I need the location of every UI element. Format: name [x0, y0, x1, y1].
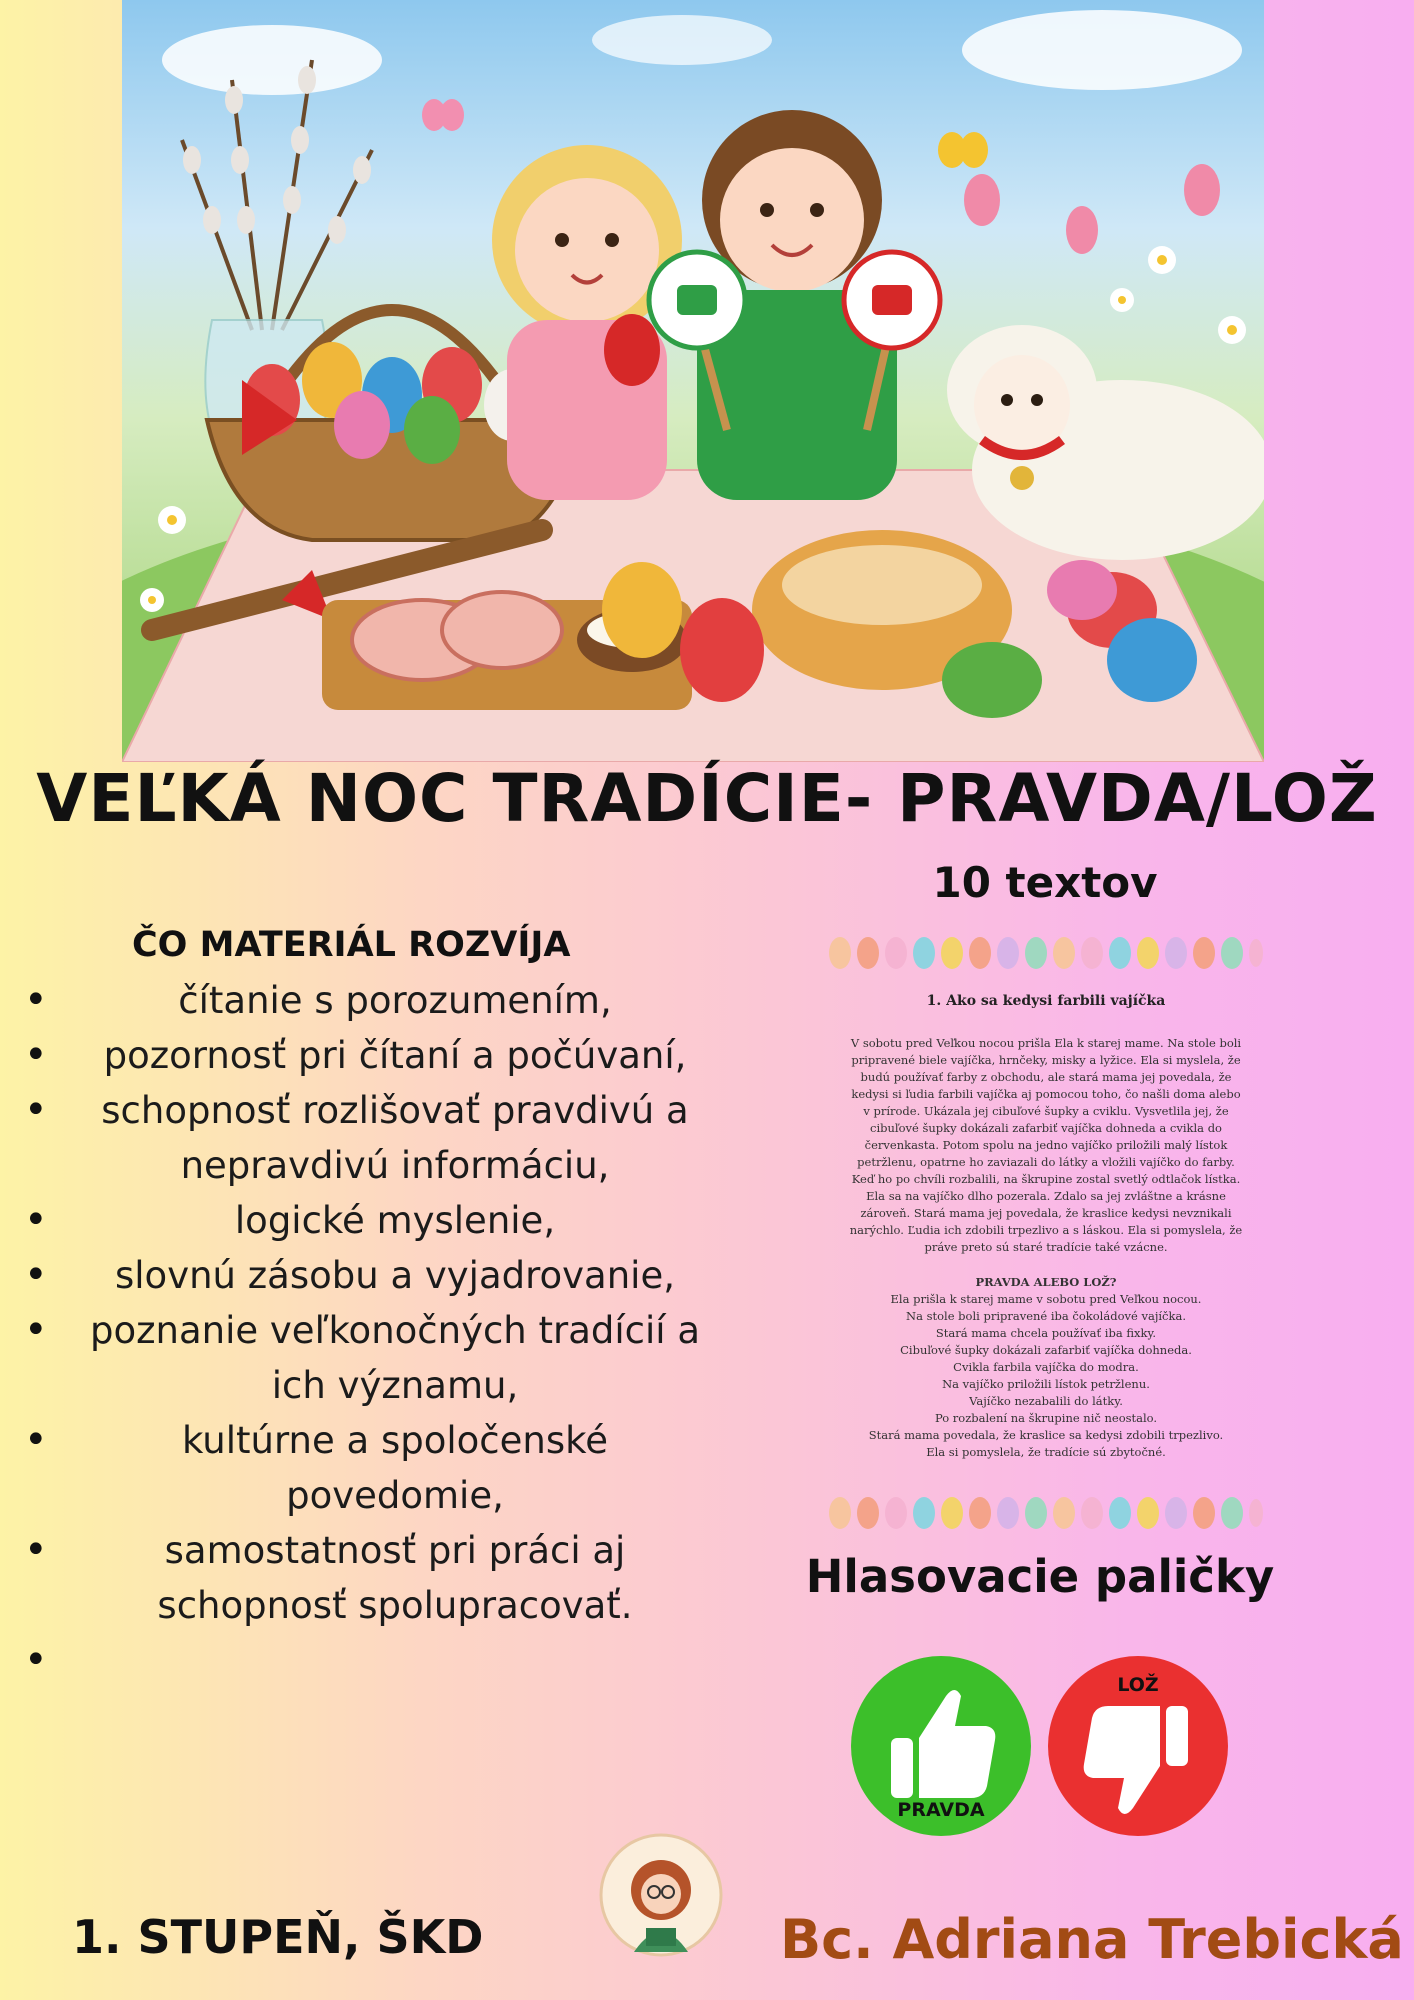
easter-egg-icon: [828, 1485, 1264, 1541]
statement: Vajíčko nezabalili do látky.: [969, 1394, 1123, 1408]
skills-heading: ČO MATERIÁL ROZVÍJA: [132, 925, 571, 965]
skill-item: • logické myslenie,: [20, 1193, 740, 1248]
sample-title: 1. Ako sa kedysi farbili vajíčka: [926, 993, 1166, 1009]
page-title: VEĽKÁ NOC TRADÍCIE- PRAVDA/LOŽ: [36, 760, 1378, 837]
skill-item: • čítanie s porozumením,: [20, 973, 740, 1028]
skills-list: [20, 973, 740, 1688]
skill-item: • kultúrne a spoločenské povedomie,: [20, 1413, 740, 1523]
statement: Ela si pomyslela, že tradície sú zbytočné.: [926, 1445, 1166, 1459]
statement: Stará mama povedala, že kraslice sa kedysi zdobili trpezlivo.: [868, 1428, 1224, 1442]
skill-item: • samostatnosť pri práci aj schopnosť spolupracovať.: [20, 1523, 740, 1633]
skill-item: • pozornosť pri čítaní a počúvaní,: [20, 1028, 740, 1083]
statement: Po rozbalení na škrupine nič neostalo.: [934, 1411, 1158, 1425]
author-logo: [598, 1832, 724, 1958]
false-label: LOŽ: [1117, 1674, 1159, 1696]
story-paragraph: Ela sa na vajíčko dlho pozerala. Zdalo sa jej zvláštne a krásne zároveň. Stará mama jej povedala, že kraslice kedysi nevznikali narýchlo. Ľudia ich zdobili trpezlivo a s láskou. Ela si pomyslela, že práve preto sú staré tradície také vzácne.: [849, 1189, 1243, 1254]
true-paddle: [851, 1656, 1031, 1836]
story-paragraph: V sobotu pred Veľkou nocou prišla Ela k starej mame. Na stole boli pripravené biele vajíčka, hrnčeky, misky a lyžice. Ela si myslela, že budú používať farby z obchodu, ale stará mama jej povedala, že kedysi si ľudia farbili vajíčka aj pomocou toho, čo našli doma alebo v prírode. Ukázala jej cibuľové šupky a cviklu. Vysvetlila jej, že cibuľové šupky dokázali zafarbiť vajíčka dohneda a cvikla do červenkasta. Potom spolu na jedno vajíčko priložili malý lístok petržlenu, opatrne ho zaviazali do látky a vložili vajíčko do farby. Keď ho po chvíli rozbalili, na škrupine zostal svetlý odtlačok lístka.: [850, 1036, 1242, 1186]
voting-heading: Hlasovacie paličky: [805, 1550, 1275, 1603]
hero-illustration: [122, 0, 1264, 762]
question-title: PRAVDA ALEBO LOŽ?: [975, 1275, 1117, 1289]
skills-section: [20, 925, 740, 1688]
false-paddle: [1048, 1656, 1228, 1836]
statement: Na stole boli pripravené iba čokoládové vajíčka.: [906, 1309, 1186, 1323]
author-name: Bc. Adriana Trebická: [780, 1908, 1404, 1971]
grade-level: 1. STUPEŇ, ŠKD: [72, 1910, 484, 1964]
sample-text: [848, 1035, 1244, 1461]
sample-worksheet: [828, 925, 1264, 1540]
skill-item: • poznanie veľkonočných tradícií a ich významu,: [20, 1303, 740, 1413]
statement: Na vajíčko priložili lístok petržlenu.: [942, 1377, 1150, 1391]
skill-item: • slovnú zásobu a vyjadrovanie,: [20, 1248, 740, 1303]
statement: Cibuľové šupky dokázali zafarbiť vajíčka dohneda.: [900, 1343, 1192, 1357]
texts-count: 10 textov: [932, 858, 1158, 907]
statement: Ela prišla k starej mame v sobotu pred Veľkou nocou.: [890, 1292, 1202, 1306]
true-label: PRAVDA: [897, 1799, 985, 1821]
skill-item: [20, 1633, 740, 1688]
skill-item: • schopnosť rozlišovať pravdivú a nepravdivú informáciu,: [20, 1083, 740, 1193]
statement: Cvikla farbila vajíčka do modra.: [953, 1360, 1139, 1374]
statement: Stará mama chcela používať iba fixky.: [935, 1326, 1157, 1340]
easter-egg-icon: [828, 925, 1264, 981]
